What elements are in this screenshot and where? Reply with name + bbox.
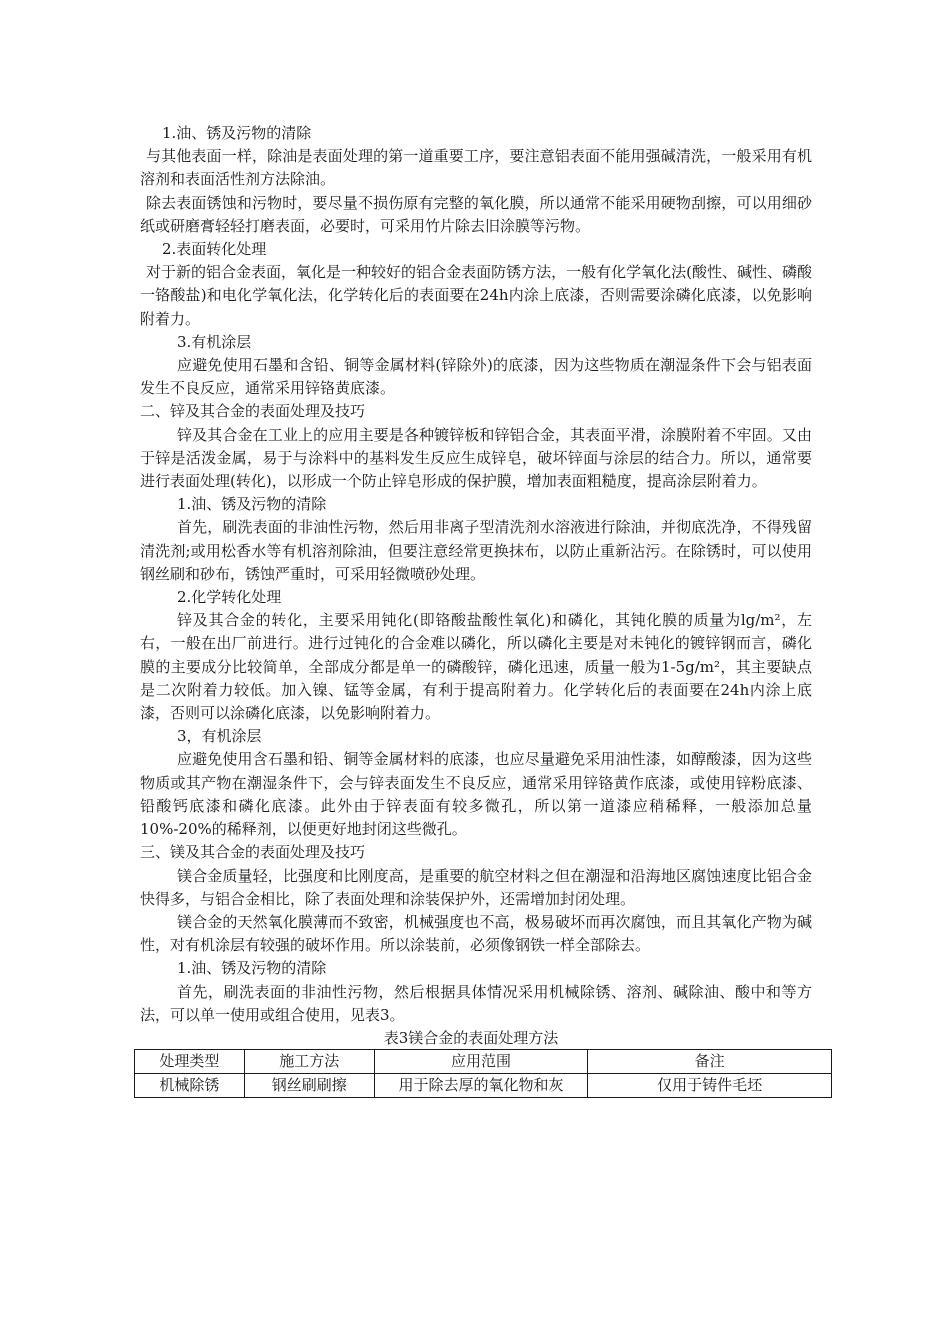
table-header-cell: 处理类型 bbox=[135, 1049, 245, 1073]
document-body bbox=[140, 122, 812, 1098]
table-row bbox=[135, 1073, 832, 1097]
paragraph: 三、镁及其合金的表面处理及技巧 bbox=[140, 843, 366, 862]
paragraph: 首先，刷洗表面的非油性污物，然后根据具体情况采用机械除锈、溶剂、碱除油、酸中和等方法，可以单一使用或组合使用，见表3。 bbox=[140, 982, 812, 1024]
paragraph: 1.油、锈及污物的清除 bbox=[162, 124, 312, 142]
paragraph: 除去表面锈蚀和污物时，要尽量不损伤原有完整的氧化膜，所以通常不能采用硬物刮擦，可以用细砂纸或研磨膏轻轻打磨表面，必要时，可采用竹片除去旧涂膜等污物。 bbox=[140, 193, 812, 235]
table-cell: 用于除去厚的氧化物和灰 bbox=[374, 1073, 588, 1097]
paragraph: 3，有机涂层 bbox=[177, 727, 262, 746]
paragraph: 2.化学转化处理 bbox=[177, 588, 282, 607]
paragraph: 1.油、锈及污物的清除 bbox=[177, 495, 327, 514]
table-cell: 仅用于铸件毛坯 bbox=[588, 1073, 832, 1097]
table-header-cell: 应用范围 bbox=[374, 1049, 588, 1073]
paragraph: 首先，刷洗表面的非油性污物，然后用非离子型清洗剂水溶液进行除油，并彻底洗净，不得残留清洗剂;或用松香水等有机溶剂除油，但要注意经常更换抹布，以防止重新沾污。在除锈时，可以使用钢丝刷和砂布，锈蚀严重时，可采用轻微喷砂处理。 bbox=[140, 518, 812, 583]
paragraph-list bbox=[140, 122, 812, 1027]
table-caption: 表3镁合金的表面处理方法 bbox=[383, 1028, 559, 1047]
paragraph: 锌及其合金在工业上的应用主要是各种镀锌板和锌铝合金，其表面平滑，涂膜附着不牢固。又由于锌是活泼金属，易于与涂料中的基料发生反应生成锌皂，破坏锌面与涂层的结合力。所以，通常要进行表面处理(转化)，以形成一个防止锌皂形成的保护膜，增加表面粗糙度，提高涂层附着力。 bbox=[140, 425, 812, 491]
surface-treatment-table bbox=[134, 1049, 832, 1098]
paragraph: 3.有机涂层 bbox=[177, 332, 252, 351]
table-header-cell: 施工方法 bbox=[244, 1049, 374, 1073]
paragraph: 锌及其合金的转化，主要采用钝化(即铬酸盐酸性氧化)和磷化，其钝化膜的质量为lg/m²，左右，一般在出厂前进行。进行过钝化的合金难以磷化，所以磷化主要是对未钝化的镀锌钢而言，磷化膜的主要成分比较简单，全部成分都是单一的磷酸锌，磷化迅速，质量一般为1-5g/m²，其主要缺点是二次附着力较低。加入镍、锰等金属，有利于提高附着力。化学转化后的表面要在24h内涂上底漆，否则可以涂磷化底漆，以免影响附着力。 bbox=[140, 611, 812, 723]
paragraph: 对于新的铝合金表面，氧化是一种较好的铝合金表面防锈方法，一般有化学氧化法(酸性、碱性、磷酸一铬酸盐)和电化学氧化法，化学转化后的表面要在24h内涂上底漆，否则需要涂磷化底漆，以免影响附着力。 bbox=[140, 263, 812, 328]
paragraph: 二、锌及其合金的表面处理及技巧 bbox=[140, 402, 366, 421]
paragraph: 应避免使用石墨和含铅、铜等金属材料(锌除外)的底漆，因为这些物质在潮湿条件下会与铝表面发生不良反应，通常采用锌铬黄底漆。 bbox=[140, 356, 812, 398]
paragraph: 2.表面转化处理 bbox=[162, 240, 267, 259]
paragraph: 1.油、锈及污物的清除 bbox=[177, 959, 327, 978]
paragraph: 应避免使用含石墨和铅、铜等金属材料的底漆，也应尽量避免采用油性漆，如醇酸漆，因为这些物质或其产物在潮湿条件下，会与锌表面发生不良反应，通常采用锌铬黄作底漆，或使用锌粉底漆、铅酸钙底漆和磷化底漆。此外由于锌表面有较多微孔，所以第一道漆应稍稀释，一般添加总量10%-20%的稀释剂，以便更好地封闭这些微孔。 bbox=[140, 750, 812, 839]
table-header-cell: 备注 bbox=[588, 1049, 832, 1073]
table-cell: 钢丝刷刷擦 bbox=[244, 1073, 374, 1097]
paragraph: 镁合金的天然氧化膜薄而不致密，机械强度也不高，极易破坏而再次腐蚀，而且其氧化产物为碱性，对有机涂层有较强的破坏作用。所以涂装前，必须像钢铁一样全部除去。 bbox=[140, 912, 812, 955]
table-header-row bbox=[135, 1049, 832, 1073]
paragraph: 与其他表面一样，除油是表面处理的第一道重要工序，要注意铝表面不能用强碱清洗，一般采用有机溶剂和表面活性剂方法除油。 bbox=[140, 147, 812, 189]
table-cell: 机械除锈 bbox=[135, 1073, 245, 1097]
paragraph: 镁合金质量轻，比强度和比刚度高，是重要的航空材料之但在潮湿和沿海地区腐蚀速度比铝合金快得多，与铝合金相比，除了表面处理和涂装保护外，还需增加封闭处理。 bbox=[140, 866, 812, 908]
